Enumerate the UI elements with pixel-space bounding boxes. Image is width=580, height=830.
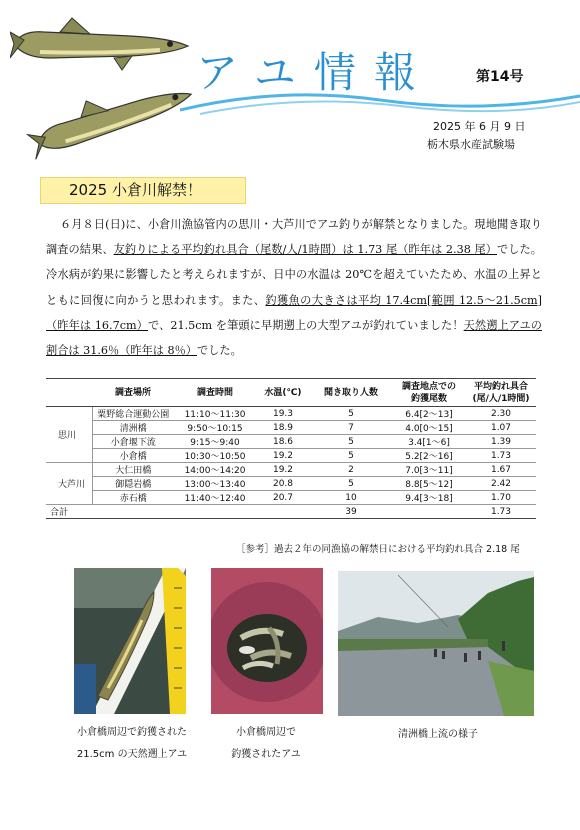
- photo-caught-ayu: [211, 568, 323, 714]
- table-cell: 20.7: [256, 491, 310, 505]
- body-segment: で、21.5cm を筆頭に早期遡上の大型アユが釣れていました！: [148, 318, 464, 332]
- table-cell: 19.2: [256, 449, 310, 463]
- table-cell: 5.2[2～16]: [392, 449, 466, 463]
- table-cell: 9:15～9:40: [174, 435, 256, 449]
- total-rate: 1.73: [466, 505, 536, 519]
- body-highlight: 釣獲魚の大きさは平均 17.4cm[範囲 12.5～21.5cm]（昨年は 16.7cm）: [46, 293, 542, 332]
- body-highlight: 天然遡上アユの割合は 31.6％（昨年は 8％）: [46, 318, 542, 358]
- organization-name: 栃木県水産試験場: [427, 138, 515, 151]
- table-cell: 11:40～12:40: [174, 491, 256, 505]
- table-row: [46, 463, 536, 477]
- table-row: [46, 477, 536, 491]
- table-cell: 6.4[2～13]: [392, 407, 466, 421]
- headline-banner: 2025 小倉川解禁！: [40, 177, 246, 204]
- table-row: [46, 491, 536, 505]
- table-cell: 9:50～10:15: [174, 421, 256, 435]
- wave-decoration: [180, 80, 580, 120]
- table-cell: 14:00～14:20: [174, 463, 256, 477]
- table-header-row: [46, 379, 536, 407]
- table-cell: 18.9: [256, 421, 310, 435]
- table-cell: 5: [310, 435, 392, 449]
- table-cell: 8.8[5～12]: [392, 477, 466, 491]
- total-label: 合計: [46, 505, 92, 519]
- table-cell: 5: [310, 449, 392, 463]
- article-body: [46, 212, 542, 363]
- reference-note: ［参考］過去２年の同漁協の解禁日における平均釣れ具合 2.18 尾: [236, 544, 520, 555]
- table-cell: 1.07: [466, 421, 536, 435]
- header-cell: 調査時間: [174, 379, 256, 407]
- body-highlight: 友釣りによる平均釣れ具合（尾数/人/1時間）は 1.73 尾（昨年は 2.38 尾）: [113, 243, 497, 257]
- table-row: [46, 407, 536, 421]
- table-cell: 10: [310, 491, 392, 505]
- table-cell: 清洲橋: [92, 421, 174, 435]
- body-segment: でした。: [197, 344, 242, 358]
- table-cell: 5: [310, 407, 392, 421]
- photo-caption: [60, 722, 204, 766]
- header-line: 釣獲尾数: [410, 393, 447, 404]
- table-cell: 7.0[3～11]: [392, 463, 466, 477]
- table-row: [46, 421, 536, 435]
- publication-date: 2025 年 6 月 9 日: [433, 120, 526, 133]
- table-cell: [392, 505, 466, 519]
- ayu-fish-illustration: [10, 14, 192, 78]
- photo-caption: 清洲橋上流の様子: [398, 729, 478, 740]
- table-cell: 2.30: [466, 407, 536, 421]
- table-row: [46, 449, 536, 463]
- table-cell: 9.4[3～18]: [392, 491, 466, 505]
- table-cell: 1.70: [466, 491, 536, 505]
- table-cell: 13:00～13:40: [174, 477, 256, 491]
- river-name: 思川: [46, 407, 92, 463]
- caption-line: 小倉橋周辺で釣獲された: [77, 727, 187, 738]
- table-cell: 20.8: [256, 477, 310, 491]
- header-cell: 水温(℃): [256, 379, 310, 407]
- table-cell: 18.6: [256, 435, 310, 449]
- newsletter-title: アユ情報: [196, 48, 434, 97]
- header-cell: 調査場所: [92, 379, 174, 407]
- table-cell: 10:30～10:50: [174, 449, 256, 463]
- table-cell: 2: [310, 463, 392, 477]
- table-cell: 大仁田橋: [92, 463, 174, 477]
- table-cell: 御隠岩橋: [92, 477, 174, 491]
- table-cell: 1.73: [466, 449, 536, 463]
- photo-river-scene: [338, 571, 534, 716]
- table-cell: 4.0[0～15]: [392, 421, 466, 435]
- body-segment: でした。冷水病が釣果に影響したと考えられますが、日中の水温は 20℃を超えていたため、水温の上昇とともに回復に向かうと思われます。また、: [46, 243, 542, 307]
- total-people: 39: [310, 505, 392, 519]
- table-cell: [174, 505, 256, 519]
- table-cell: 2.42: [466, 477, 536, 491]
- table-cell: 7: [310, 421, 392, 435]
- ayu-fish-illustration: [26, 70, 196, 162]
- table-cell: 3.4[1～6]: [392, 435, 466, 449]
- issue-number: 第14号: [476, 69, 524, 85]
- header-line: 平均釣れ具合: [473, 381, 528, 392]
- header-cell: [466, 379, 536, 407]
- table-cell: [256, 505, 310, 519]
- table-cell: 粟野総合運動公園: [92, 407, 174, 421]
- table-cell: 19.2: [256, 463, 310, 477]
- survey-results-table: [46, 378, 536, 519]
- caption-line: 小倉橋周辺で: [236, 727, 296, 738]
- header-cell: 聞き取り人数: [310, 379, 392, 407]
- table-row: [46, 435, 536, 449]
- river-name: 大芦川: [46, 463, 92, 505]
- table-total-row: [46, 505, 536, 519]
- table-cell: [92, 505, 174, 519]
- header-cell: [392, 379, 466, 407]
- table-cell: 赤石橋: [92, 491, 174, 505]
- caption-line: 釣獲されたアユ: [231, 749, 301, 760]
- table-cell: 1.67: [466, 463, 536, 477]
- header-line: 調査地点での: [401, 381, 456, 392]
- header-line: (尾/人/1時間): [472, 393, 530, 404]
- photo-measured-ayu: [74, 568, 186, 714]
- header-cell: [46, 379, 92, 407]
- table-cell: 小倉橋: [92, 449, 174, 463]
- caption-line: 21.5cm の天然遡上アユ: [76, 749, 188, 760]
- body-segment: ６月８日(日)に、小倉川漁協管内の思川・大芦川でアユ釣りが解禁となりました。現地聞き取り調査の結果、: [46, 218, 542, 257]
- table-cell: 11:10～11:30: [174, 407, 256, 421]
- photo-caption: [196, 722, 336, 766]
- table-cell: 5: [310, 477, 392, 491]
- table-cell: 1.39: [466, 435, 536, 449]
- table-cell: 19.3: [256, 407, 310, 421]
- table-cell: 小倉堰下流: [92, 435, 174, 449]
